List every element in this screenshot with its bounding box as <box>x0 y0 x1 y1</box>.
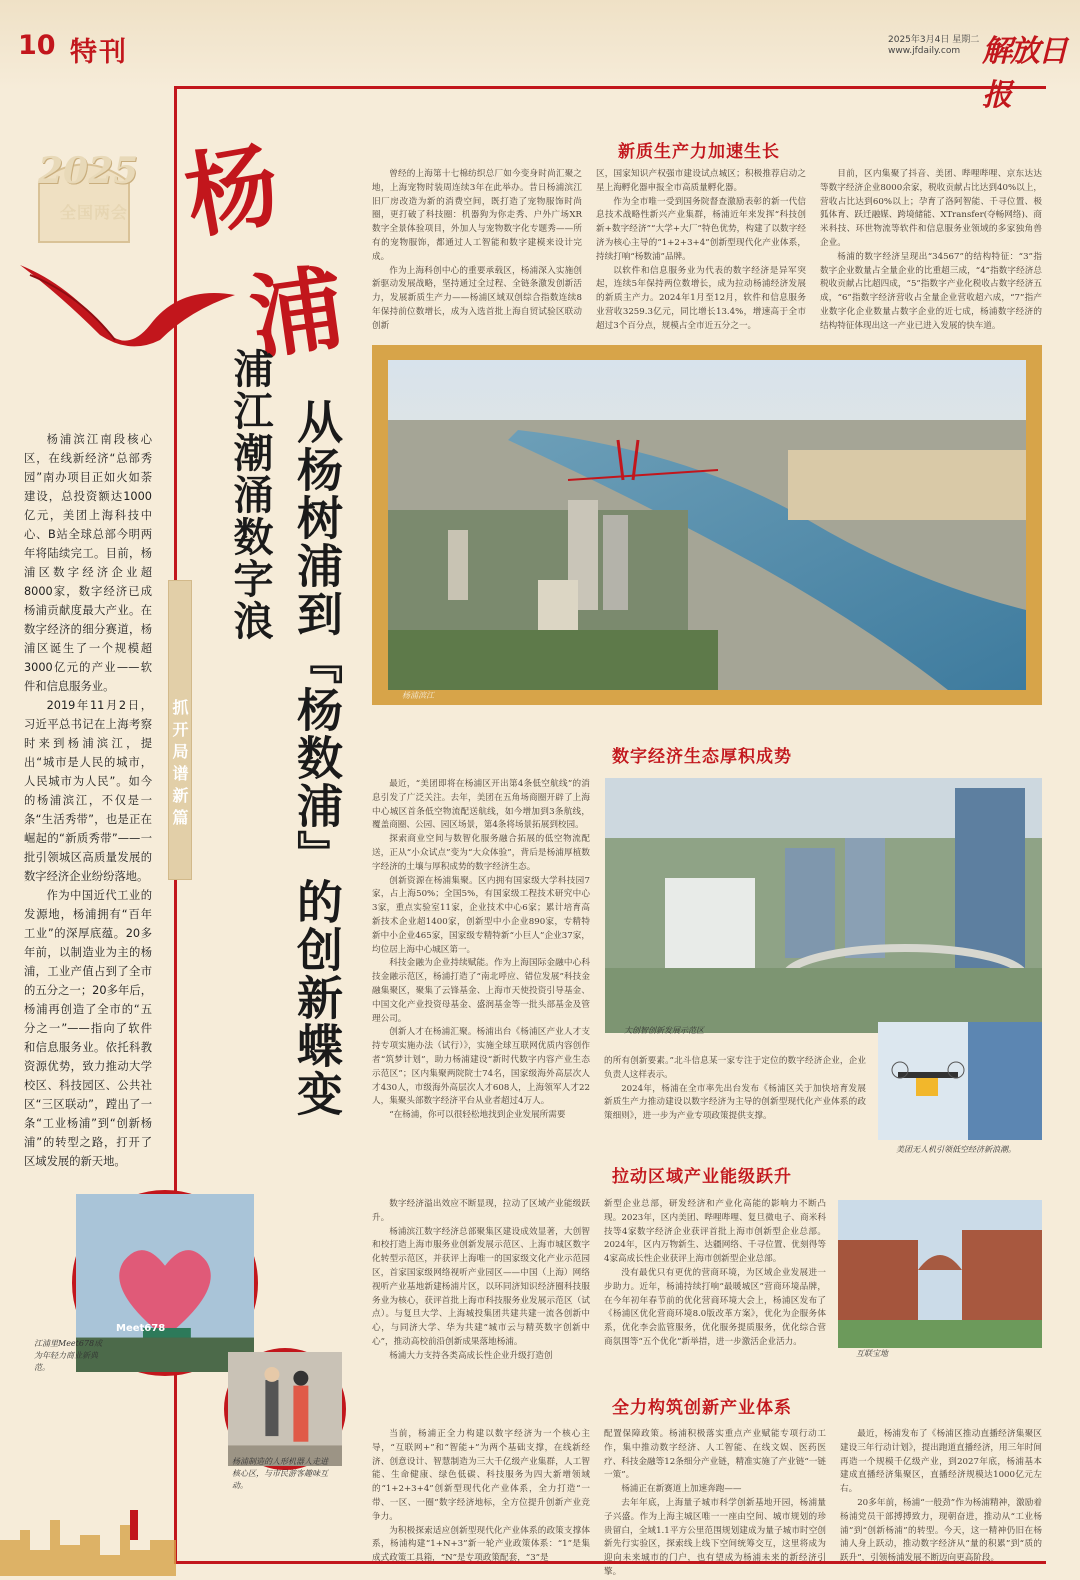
text-column <box>596 168 806 338</box>
headline: 从杨树浦到『杨数浦』的创新蝶变 <box>290 398 344 1118</box>
photo-caption: 美团无人机引领低空经济新浪潮。 <box>896 1145 1016 1154</box>
paragraph: 最近，杨浦发布了《杨浦区推动直播经济集聚区建设三年行动计划》，提出跑道直播经济，用三年时间再造一个规模千亿级产业，到2027年底，杨浦基本建成直播经济集聚区，直播经济规模达1000亿元左右。 <box>840 1429 1042 1495</box>
intro-paragraph: 作为中国近代工业的发源地，杨浦拥有“百年工业”的深厚底蕴。20多年前，以制造业为主的杨浦，工业产值占到了全市的五分之一；20多年后，杨浦再创造了全市的“五分之一”——指向了软件和信息服务业。依托科教资源优势，致力推动大学校区、科技园区、公共社区“三区联动”，蹚出了一条“工业杨浦”到“创新杨浦”的转型之路，打开了区域发展的新天地。 <box>24 889 152 1168</box>
paragraph: 没有最优只有更优的营商环境，为区域企业发展进一步助力。近年，杨浦持续打响“最暖城区”营商环境品牌，在今年初年春节前的优化营商环境大会上，杨浦区发布了《杨浦区优化营商环境8.0版改革方案》，优化为企服务体系，优化李会监管服务，优化服务提质服务，优化综合营商氛围等“五个优化”新举措，进一步激活企业活力。 <box>604 1267 826 1347</box>
intro-paragraph: 杨浦滨江南段核心区，在线新经济“总部秀园”南办项目正如火如荼建设，总投资额达1000亿元，美团上海科技中心、B站全球总部今明两年将陆续完工。目前，杨浦区数字经济企业超8000家，数字经济已成杨浦贡献度最大产业。在数字经济的细分赛道，杨浦区诞生了一个规模超3000亿元的产业——软件和信息服务业。 <box>24 433 152 693</box>
masthead-logo: 解放日报 <box>982 34 1066 113</box>
paragraph: 最近，“美团即将在杨浦区开出第4条低空航线”的消息引发了广泛关注。去年，美团在五角场商圈开辟了上海中心城区首条低空物流配送航线，如今增加到3条航线，覆盖商圈、公园、园区场景，第4条将场景拓展到校园。 <box>372 779 590 831</box>
photo-caption: 江浦里Meet678成为年轻力商业新典范。 <box>34 1339 103 1372</box>
paragraph: 曾经的上海第十七棉纺织总厂如今变身时尚汇聚之地，上海宠物时装周连续3年在此举办。昔日杨浦滨江旧厂房改造为新的消费空间，既打造了宠物服饰时尚圈，更打破了科技圈：机器狗为你走秀、户外广场XR数字全景体验项目，外加人与宠物数字化专题秀——所有的宠物服饰，都通过人工智能和数字建模来设计完成。 <box>372 169 582 262</box>
paragraph: 新型企业总部，研发经济和产业化高能的影响力不断凸现。2023年，区内美团、哔哩哔哩、复旦微电子、商米科技等4家数字经济企业获评首批上海市创新型企业总部。2024年，区内万物新生、达疆网络、千寻位置、优刻得等4家高成长性企业获评上海市创新型企业总部。 <box>604 1199 826 1265</box>
district-aerial-photo <box>605 778 1042 1033</box>
paragraph: 作为全市唯一受到国务院督查激励表彰的新一代信息技术战略性新兴产业集群，杨浦近年来发挥“科技创新+数字经济”“大学+大厂”特色优势，构建了以数字经济为核心主导的“1+2+3+4”创新型现代化产业体系，持续打响“杨数浦”品牌。 <box>596 196 806 262</box>
campus-photo <box>838 1200 1042 1348</box>
site-url[interactable]: www.jfdaily.com <box>888 46 961 56</box>
paragraph: 20多年前，杨浦“一般劲”作为杨浦精神，激励着杨浦党员干部搏搏致力，现朝奋进，推动从“工业杨浦”到“创新杨浦”的转型。今天，这一精神仍旧在杨浦人身上跃动，推动数字经济从“量的积累”到“质的跃升”，引领杨浦发展不断迈向更高阶段。 <box>840 1497 1042 1564</box>
riverside-aerial-photo <box>388 360 1026 690</box>
paragraph: 配置保障政策。杨浦积极落实重点产业赋能专项行动工作，集中推动数字经济、人工智能、在线文娱、医药医疗、科技金融等12条细分产业链，精准实施了产业链“一链一策”。 <box>604 1429 826 1481</box>
paragraph: 2024年，杨浦在全市率先出台发布《杨浦区关于加快培育发展新质生产力推动建设以数字经济为主导的创新型现代化产业体系的政策细则》，进一步为产业专项政策提供支撑。 <box>604 1083 866 1122</box>
paragraph: 杨浦正在新赛道上加速奔跑—— <box>621 1484 742 1495</box>
paragraph: 为积极探索适应创新型现代化产业体系的政策支撑体系，杨浦构建“1+N+3”新一轮产业政策体系：“1”是集成式政策工具箱，“N”是专项政策配套，“3”是 <box>372 1525 590 1564</box>
badge-year: 2025 <box>38 150 139 192</box>
photo-caption: 杨浦滨江 <box>402 691 434 700</box>
section-title-1: 新质生产力加速生长 <box>618 142 780 162</box>
text-column <box>604 1198 826 1368</box>
drone-photo <box>878 1022 1042 1140</box>
paragraph: 杨浦滨江数字经济总部聚集区建设成效显著，大创智和校打造上海市服务业创新发展示范区、上海市城区数字化转型示范区，并获评上海唯一的国家级文化产业示范园区，首家国家级网络视听产业园区——中国（上海）网络视听产业基地新建杨浦片区，以环同济知识经济圈科技服务业为核心，获评首批上海市科技服务业发展示范区（试点）。与复旦大学、上海城投集团共建共建一流各创新中心，与同济大学、华为共建“城市云与精英数字创新中心”，推动高校前沿创新成果落地杨浦。 <box>372 1226 590 1347</box>
photo-caption: 大创智创新发展示范区 <box>624 1026 704 1035</box>
text-column <box>372 778 590 1132</box>
paragraph: 探索商业空间与数智化服务融合拓展的低空物流配送，正从“小众试点”变为“大众体验”，背后是杨浦厚植数字经济的土壤与厚积成势的数字经济生态。 <box>372 834 590 872</box>
text-column <box>372 1198 590 1368</box>
subtitle: 浦江潮涌数字浪 <box>227 348 273 642</box>
intro-column <box>24 430 152 1171</box>
section-title-4: 全力构筑创新产业体系 <box>612 1398 792 1418</box>
paragraph: 目前，区内集聚了抖音、美团、哔哩哔哩、京东达达等数字经济企业8000余家，税收贡献占比达到40%以上，营收占比达到60%以上；孕育了洛阿智能、千寻位置、极狐体育、跃迁融媒、跨境储能、XTransfer(夺畅网络)、商米科技、环世物流等软件和信息服务业领域的多家独角兽企业。 <box>820 169 1042 248</box>
paragraph: 去年年底，上海量子城市科学创新基地开园，杨浦量子兴盛。作为上海主城区唯一一座由空间、城市规划的珍贵留白，全域1.1平方公里范围规划建成为量子城市时空创新先行实验区，探索线上线下空间统筹交互，这里将成为迎向未来城市的门户，也有望成为杨浦未来的新经济引擎。 <box>604 1497 826 1577</box>
section-title-2: 数字经济生态厚积成势 <box>612 747 792 767</box>
text-column <box>372 1428 590 1564</box>
issue-date: 2025年3月4日 星期二 <box>888 35 980 45</box>
title-character-yang: 杨 <box>177 129 287 253</box>
paragraph: 科技金融为企业持续赋能。作为上海国际金融中心科技金融示范区，杨浦打造了“南北呼应、错位发展”科技金融集聚区，聚集了云锋基金、上海市天使投资引导基金、中国文化产业投资母基金、盛润基金等一批头部基金及管理公司。 <box>372 958 590 1024</box>
paragraph: 的所有创新要素。”北斗信息某一家专注于定位的数字经济企业，企业负责人这样表示。 <box>604 1056 866 1080</box>
title-character-pu: 浦 <box>243 253 351 373</box>
header-background <box>0 0 1080 90</box>
text-column <box>820 168 1042 338</box>
photo-caption: 杨浦制造的人形机器人走进核心区，与市民游客趣味互动。 <box>232 1457 328 1490</box>
side-tag: 抓开局谱新篇 <box>168 580 192 880</box>
paragraph: 创新人才在杨浦汇聚。杨浦出台《杨浦区产业人才支持专项实施办法（试行）》，实施全球互联网优质内容创作者“筑梦计划”，助力杨浦建设“新时代数字内容产业生态示范区”；区内集聚两院院士74名，国家级海外高层次人才430人，市级海外高层次人才608人，上海领军人才22人，集聚头部数字经济平台从业者超过4万人。 <box>372 1027 590 1107</box>
text-column <box>840 1428 1042 1564</box>
paragraph: 数字经济溢出效应不断显现，拉动了区域产业能级跃升。 <box>372 1199 590 1223</box>
badge-text: 全国两会 <box>60 203 129 222</box>
robot-interaction-photo <box>224 1348 346 1470</box>
paragraph: 杨浦大力支持各类高成长性企业升级打造创 <box>389 1350 553 1361</box>
paragraph: 区，国家知识产权强市建设试点城区；积极推荐启动之星上海孵化器申报全市高质量孵化器。 <box>596 169 806 193</box>
text-column <box>372 168 582 338</box>
paragraph: “在杨浦，你可以很轻松地找到企业发展所需要 <box>389 1110 566 1121</box>
page-number: 10 <box>18 30 56 61</box>
sign-text: Meet678 <box>116 1323 166 1334</box>
paragraph: 当前，杨浦正全力构建以数字经济为一个核心主导，“互联网+”和“智能+”为两个基础支撑，在线新经济、创意设计、智慧制造为三大千亿级产业集群，人工智能、生命健康、绿色低碳、科技服务为四大新增领域的“1+2+3+4”创新型现代化产业体系，全力打造“一带、一区、一圈”数字经济地标，全方位提升创新产业竞争力。 <box>372 1429 590 1522</box>
text-column <box>604 1428 826 1577</box>
paragraph: 创新资源在杨浦集聚。区内拥有国家级大学科技园7家，占上海50%；全国5%，有国家级工程技术研究中心3家，重点实验室11家，企业技术中心6家；累计培育高新技术企业超1400家，创新型中小企业890家，专精特新中小企业465家，国家级专精特新“小巨人”企业37家，均位居上海中心城区第一。 <box>372 875 590 955</box>
section-title-3: 拉动区域产业能级跃升 <box>612 1167 792 1187</box>
text-column <box>604 1055 866 1135</box>
paragraph: 作为上海科创中心的重要承载区，杨浦深入实施创新驱动发展战略，坚持通过全过程、全链条激发创新活力，发展新质生产力——杨浦区域双创综合指数连续8年保持前位数增长，成为入选首批上海自贸试验区联动创新 <box>372 265 582 331</box>
paragraph: 杨浦的数字经济呈现出“34567”的结构特征：“3”指数字企业数量占全量企业的比重超三成，“4”指数字经济总税收贡献占比超四成，“5”指数字产业化税收占数字经济五成，“6”指数字经济营收占全量企业营收超六成，“7”指产业数字化企业数量占数字企业的近七成，杨浦数字经济的结构特征体现出这一产业已进入发展的快车道。 <box>820 251 1042 331</box>
intro-paragraph: 2019年11月2日，习近平总书记在上海考察时来到杨浦滨江，提出“城市是人民的城市，人民城市为人民”。如今的杨浦滨江，不仅是一条“生活秀带”，也是正在崛起的“新质秀带”——一批引领城区高质量发展的数字经济企业纷纷落地。 <box>24 699 152 883</box>
paragraph: 以软件和信息服务业为代表的数字经济是异军突起，连续5年保持两位数增长，成为拉动杨浦经济发展的新质主产力。2024年1月至12月，软件和信息服务业营收3259.3亿元，同比增长13.4%，增速高于全市超过3个百分点，规模占全市近五分之一。 <box>596 265 806 331</box>
photo-caption: 互联宝地 <box>856 1349 888 1358</box>
skyline-decoration <box>0 1500 176 1576</box>
section-name: 特刊 <box>70 37 128 68</box>
